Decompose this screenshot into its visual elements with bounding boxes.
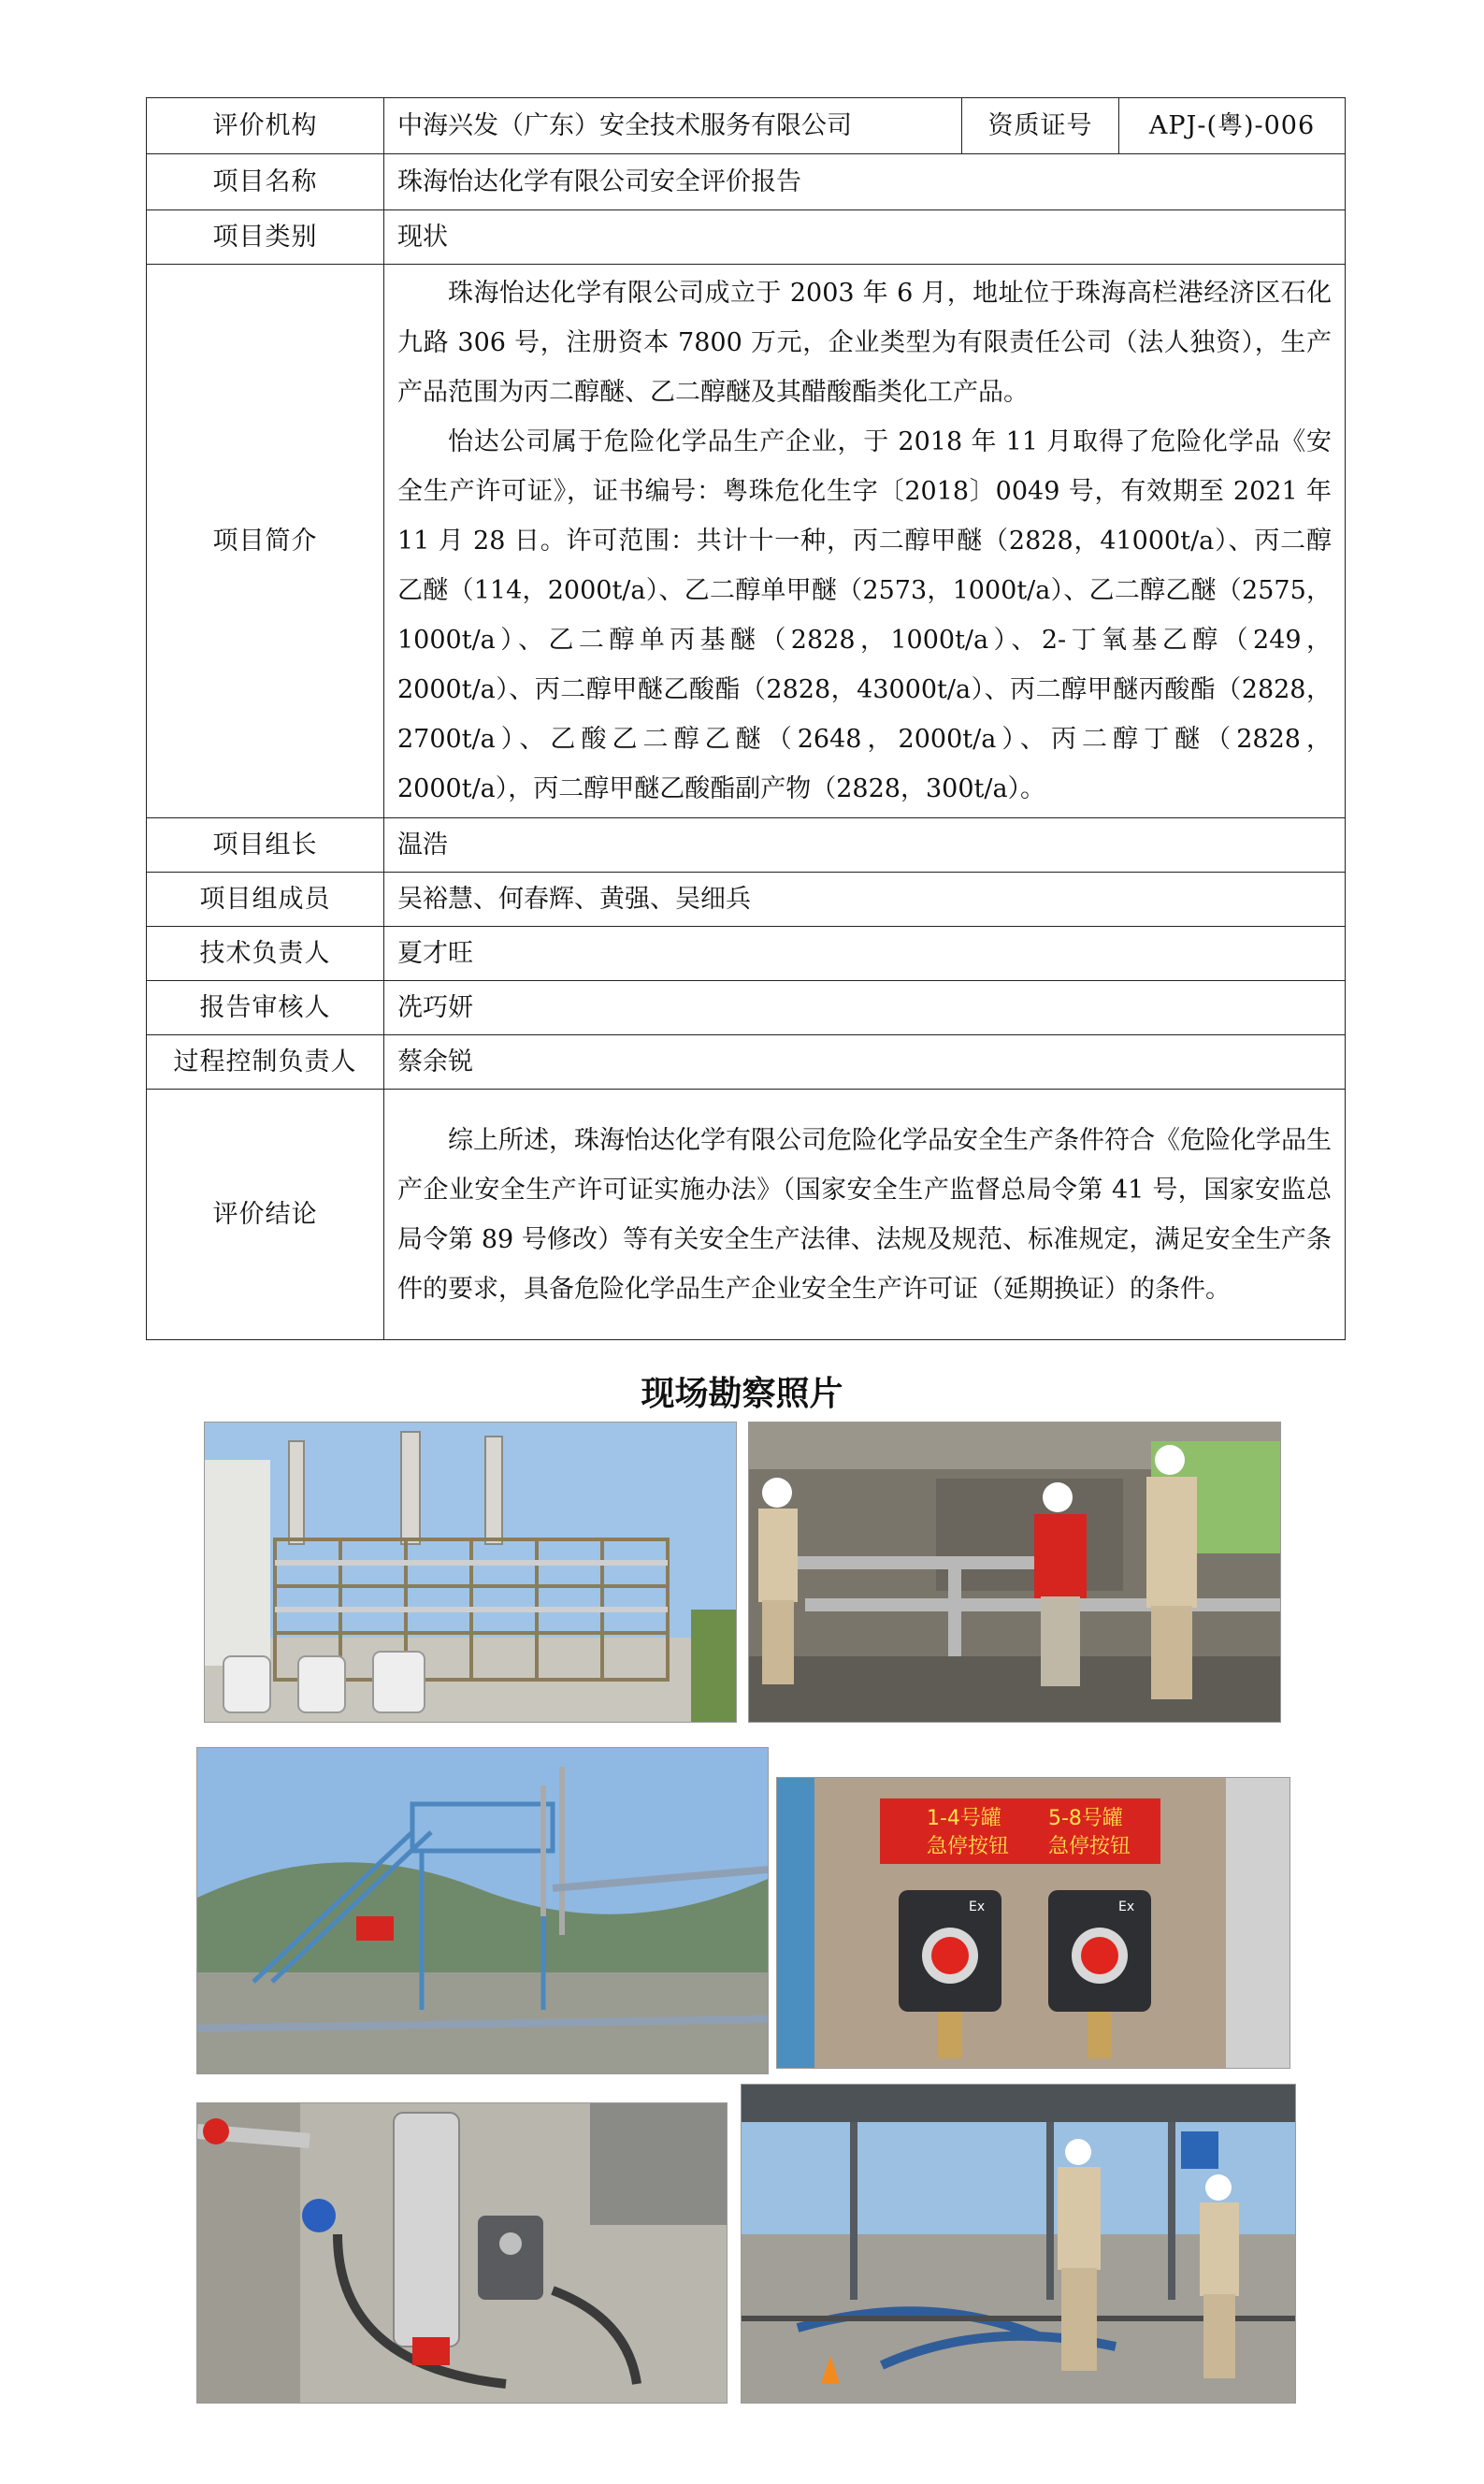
cert-label: 资质证号 [962,98,1119,154]
project-type-value: 现状 [384,210,1346,265]
row-reviewer [147,981,1346,1035]
intro-paragraph-1: 珠海怡达化学有限公司成立于 2003 年 6 月，地址位于珠海高栏港经济区石化九路 306 号，注册资本 7800 万元，企业类型为有限责任公司（法人独资），生产产品范围为丙二醇醚、乙二醇醚及其醋酸酯类化工产品。 [397,279,1332,407]
row-members [147,873,1346,927]
conclusion-label: 评价结论 [147,1090,384,1340]
photo-valve-closeup [196,2102,728,2404]
photo-plant-structure [204,1422,737,1723]
leader-label: 项目组长 [147,818,384,873]
reviewer-value: 冼巧妍 [384,981,1346,1035]
intro-paragraph-2: 怡达公司属于危险化学品生产企业，于 2018 年 11 月取得了危险化学品《安全生产许可证》，证书编号：粤珠危化生字〔2018〕0049 号，有效期至 2021 年 11 月 28 日。许可范围：共计十一种，丙二醇甲醚（2828，41000t/a）、丙二醇乙醚（114，2000t/a）、乙二醇单甲醚（2573，1000t/a）、乙二醇乙醚（2575，1000t/a）、乙二醇单丙基醚（2828，1000t/a）、2-丁氧基乙醇（249，2000t/a）、丙二醇甲醚乙酸酯（2828，43000t/a）、丙二醇甲醚丙酸酯（2828，2700t/a）、乙酸乙二醇乙醚（2648，2000t/a）、丙二醇丁醚（2828，2000t/a），丙二醇甲醚乙酸酯副产物（2828，300t/a）。 [397,427,1332,803]
sign-left-line2: 急停按钮 [927,1835,1010,1858]
reviewer-label: 报告审核人 [147,981,384,1035]
svg-text:Ex: Ex [969,1899,986,1914]
row-project-type [147,210,1346,265]
cert-value: APJ-(粤)-006 [1119,98,1346,154]
members-value: 吴裕慧、何春辉、黄强、吴细兵 [384,873,1346,927]
row-project-intro [147,265,1346,818]
tech-label: 技术负责人 [147,927,384,981]
tech-value: 夏才旺 [384,927,1346,981]
row-project-name [147,154,1346,210]
process-label: 过程控制负责人 [147,1035,384,1090]
photos-title: 现场勘察照片 [641,1375,843,1413]
eval-org-label: 评价机构 [147,98,384,154]
conclusion-cell [384,1090,1346,1340]
photo-stairs-tower [196,1747,769,2074]
sign-right-line1: 5-8号罐 [1048,1807,1123,1830]
project-type-label: 项目类别 [147,210,384,265]
evaluation-info-table [146,97,1346,1340]
project-name-label: 项目名称 [147,154,384,210]
project-name-value: 珠海怡达化学有限公司安全评价报告 [384,154,1346,210]
intro-label: 项目简介 [147,265,384,818]
members-label: 项目组成员 [147,873,384,927]
row-eval-org [147,98,1346,154]
process-value: 蔡余锐 [384,1035,1346,1090]
photo-inspection-pipes [748,1422,1281,1723]
photo-emergency-stop-panel [776,1777,1290,2069]
conclusion-text: 综上所述，珠海怡达化学有限公司危险化学品安全生产条件符合《危险化学品生产企业安全生产许可证实施办法》（国家安全生产监督总局令第 41 号，国家安监总局令第 89 号修改）等有关安全生产法律、法规及规范、标准规定，满足安全生产条件的要求，具备危险化学品生产企业安全生产许可证（延期换证）的条件。 [397,1125,1332,1304]
photo-loading-area [741,2084,1296,2404]
intro-cell [384,265,1346,818]
row-tech [147,927,1346,981]
eval-org-value: 中海兴发（广东）安全技术服务有限公司 [384,98,962,154]
leader-value: 温浩 [384,818,1346,873]
row-conclusion [147,1090,1346,1340]
svg-text:Ex: Ex [1118,1899,1135,1914]
sign-right-line2: 急停按钮 [1048,1835,1131,1858]
valve-handwheel-icon [302,2199,336,2232]
row-leader [147,818,1346,873]
sign-left-line1: 1-4号罐 [927,1807,1001,1830]
row-process [147,1035,1346,1090]
